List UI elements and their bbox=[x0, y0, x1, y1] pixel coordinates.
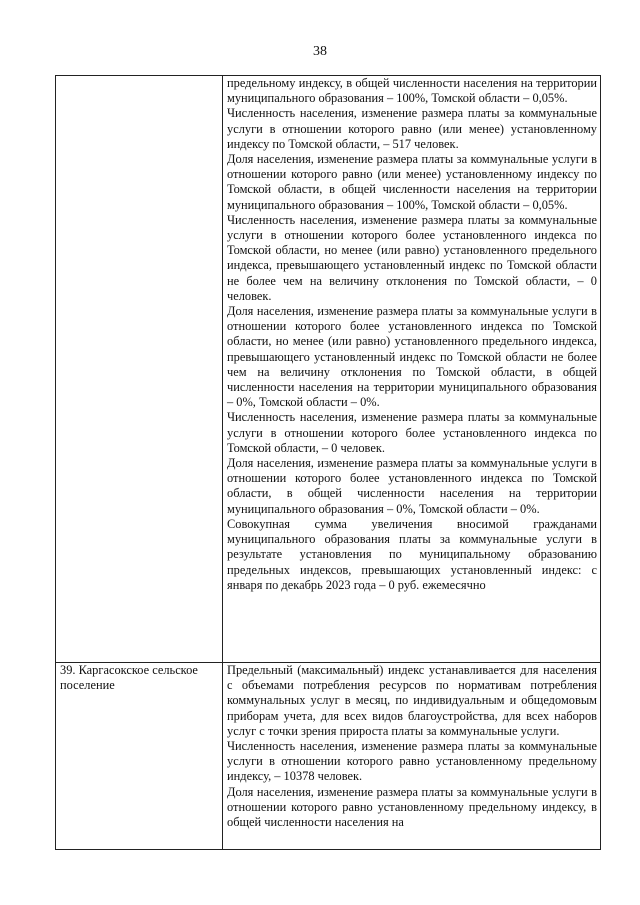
paragraph: Численность населения, изменение размера платы за коммунальные услуги в отношении которого равно (или менее) установленному индексу по Томской области, – 517 человек. bbox=[227, 106, 597, 151]
paragraph: Доля населения, изменение размера платы за коммунальные услуги в отношении которого более установленного индекса по Томской области, но менее (или равно) установленного предельного индекса, превышающего установленный индекс по Томской области не более чем на величину отклонения по Томской области, в общей численности населения на территории муниципального образования – 0%, Томской области – 0%. bbox=[227, 304, 597, 410]
municipality-name-cell: 39. Каргасокское сельское поселение bbox=[56, 663, 223, 850]
paragraph: Доля населения, изменение размера платы за коммунальные услуги в отношении которого более установленного индекса по Томской области, в общей численности населения на территории муниципального образования – 0%, Томской области – 0%. bbox=[227, 456, 597, 516]
municipality-name-cell bbox=[56, 76, 223, 663]
description-cell bbox=[223, 663, 601, 850]
paragraph: Предельный (максимальный) индекс устанавливается для населения с объемами потребления ресурсов по нормативам потребления коммунальных услуг в месяц, по индивидуальным и общедомовым приборам учета, для всех видов благоустройства, для всех наборов услуг с точки зрения прироста платы за коммунальные услуги. bbox=[227, 663, 597, 738]
page-number: 38 bbox=[313, 44, 327, 59]
description-cell bbox=[223, 76, 601, 663]
table-row bbox=[56, 76, 601, 663]
paragraph: Доля населения, изменение размера платы за коммунальные услуги в отношении которого равно (или менее) установленному индексу по Томской области, в общей численности населения на территории муниципального образования – 100%, Томской области – 0,05%. bbox=[227, 152, 597, 212]
table-row bbox=[56, 663, 601, 850]
paragraph: Численность населения, изменение размера платы за коммунальные услуги в отношении которого более установленного индекса по Томской области, – 0 человек. bbox=[227, 410, 597, 455]
paragraph: Доля населения, изменение размера платы за коммунальные услуги в отношении которого равно установленному предельному индексу, в общей численности населения на bbox=[227, 784, 597, 830]
paragraph: предельному индексу, в общей численности населения на территории муниципального образования – 100%, Томской области – 0,05%. bbox=[227, 76, 597, 106]
paragraph: Численность населения, изменение размера платы за коммунальные услуги в отношении которого равно установленному предельному индексу, – 10378 человек. bbox=[227, 739, 597, 784]
municipality-table bbox=[55, 75, 601, 850]
paragraph: Совокупная сумма увеличения вносимой гражданами муниципального образования платы за коммунальные услуги в результате установления по муниципальному образованию предельных индексов, превышающих установленный индекс: с января по декабрь 2023 года – 0 руб. ежемесячно bbox=[227, 516, 597, 592]
paragraph: Численность населения, изменение размера платы за коммунальные услуги в отношении которого более установленного индекса по Томской области, но менее (или равно) установленного предельного индекса, превышающего установленный индекс по Томской области не более чем на величину отклонения по Томской области, – 0 человек. bbox=[227, 212, 597, 303]
